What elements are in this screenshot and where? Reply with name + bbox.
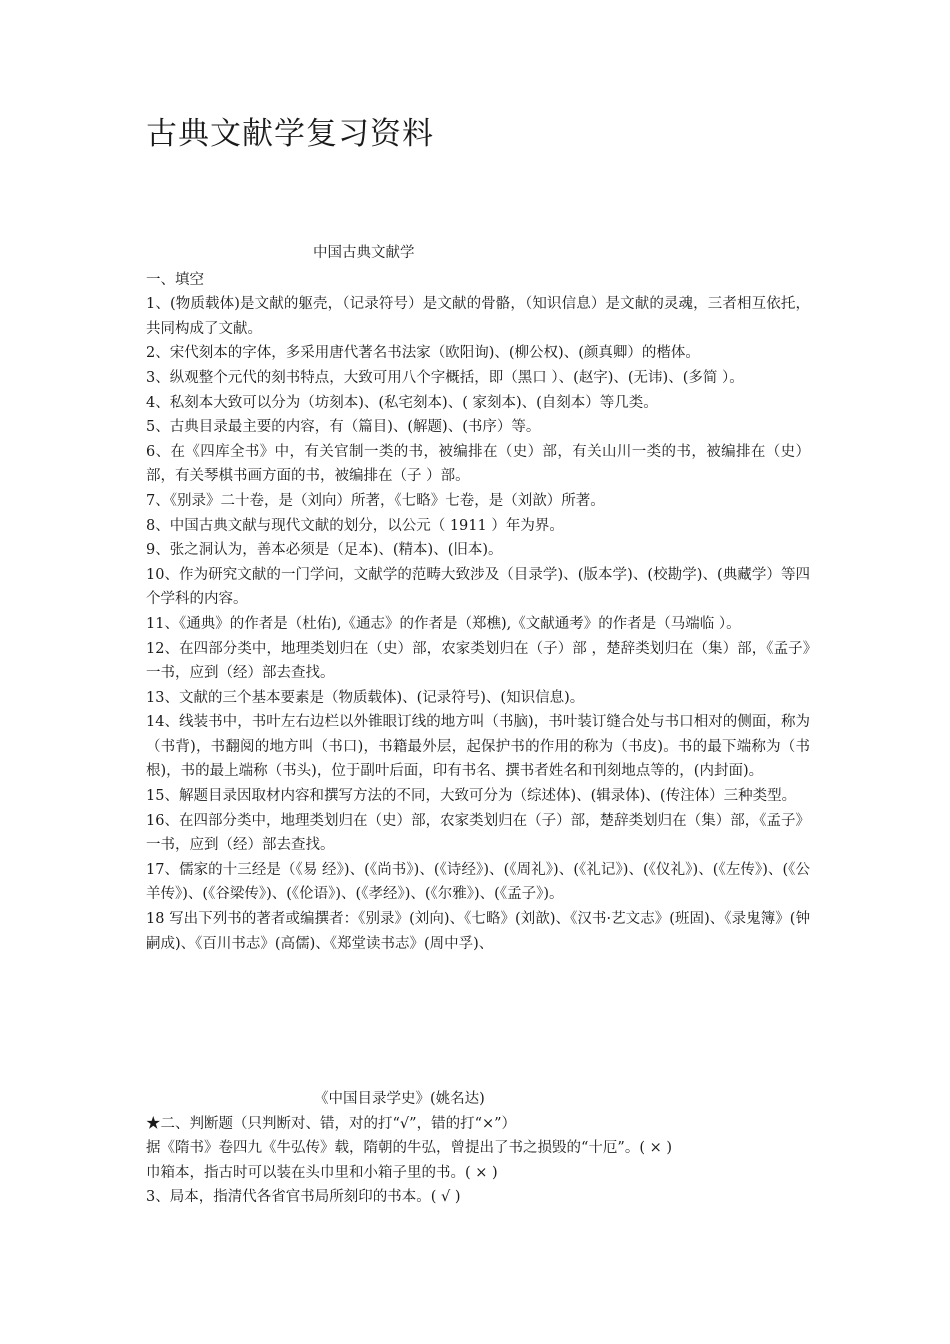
section-subheading: ★二、判断题（只判断对、错，对的打“√”，错的打“×”） — [146, 1115, 517, 1132]
list-item: 15、解题目录因取材内容和撰写方法的不同，大致可分为（综述体)、(辑录体)、(传注体）三种类型。 — [146, 788, 797, 805]
list-item: 10、作为研究文献的一门学问，文献学的范畴大致涉及（目录学)、(版本学)、(校勘学)、(典藏学）等四个学科的内容。 — [146, 566, 810, 608]
document-title: 古典文献学复习资料 — [146, 116, 434, 152]
list-item: 18 写出下列书的著者或编撰者：《别录》(刘向)、《七略》(刘歆)、《汉书·艺文志》(班固)、《录鬼簿》(钟嗣成)、《百川书志》(高儒)、《郑堂读书志》(周中孚)、 — [146, 911, 810, 952]
list-item: 巾箱本，指古时可以装在头巾里和小箱子里的书。( × ) — [146, 1164, 498, 1181]
list-item: 3、局本，指清代各省官书局所刻印的书本。( √ ) — [146, 1189, 461, 1206]
list-item: 16、在四部分类中，地理类划归在（史）部，农家类划归在（子）部，楚辞类划归在（集）部，《孟子》一书，应到（经）部去查找。 — [146, 812, 810, 854]
list-item: 17、儒家的十三经是（《易 经》)、(《尚书》)、(《诗经》)、(《周礼》)、(《礼记》)、(《仪礼》)、(《左传》)、(《公羊传》)、(《谷梁传》)、(《伦语》)、(《孝经》)、(《尔雅》)、(《孟子》)。 — [146, 861, 810, 903]
list-item: 12、在四部分类中，地理类划归在（史）部，农家类划归在（子）部 ，楚辞类划归在（集）部，《孟子》一书，应到（经）部去查找。 — [146, 640, 810, 682]
list-item: 5、古典目录最主要的内容，有（篇目)、(解题)、(书序）等。 — [146, 419, 541, 436]
list-item: 据《隋书》卷四九《牛弘传》载，隋朝的牛弘，曾提出了书之损毁的“十厄”。( × ) — [146, 1140, 673, 1157]
list-item: 6、在《四库全书》中，有关官制一类的书，被编排在（史）部，有关山川一类的书，被编排在（史）部，有关琴棋书画方面的书，被编排在（子 ）部。 — [146, 443, 810, 485]
list-item: 9、张之洞认为，善本必须是（足本)、(精本)、(旧本)。 — [146, 542, 503, 559]
list-item: 4、私刻本大致可以分为（坊刻本)、(私宅刻本)、( 家刻本)、(自刻本）等几类。 — [146, 394, 658, 411]
list-item: 8、中国古典文献与现代文献的划分，以公元（ 1911 ）年为界。 — [146, 517, 564, 534]
list-item: 7、《别录》二十卷，是（刘向）所著，《七略》七卷，是（刘歆）所著。 — [146, 492, 605, 509]
section-subheading: 一、填空 — [146, 271, 204, 288]
list-item: 2、宋代刻本的字体，多采用唐代著名书法家（欧阳询)、(柳公权)、(颜真卿）的楷体。 — [146, 345, 700, 362]
section-true-false — [146, 1087, 810, 1210]
section-fill-in-blanks — [146, 241, 810, 956]
list-item: 11、《通典》的作者是（杜佑),《通志》的作者是（郑樵),《文献通考》的作者是（马端临 ）。 — [146, 615, 741, 632]
list-item: 14、线装书中，书叶左右边栏以外锥眼订线的地方叫（书脑)，书叶装订缝合处与书口相对的侧面，称为（书背)，书翻阅的地方叫（书口)，书籍最外层，起保护书的作用的称为（书皮)。书的最下端称为（书根)，书的最上端称（书头)，位于副叶后面，印有书名、撰书者姓名和刊刻地点等的，(内封面)。 — [146, 714, 810, 780]
list-item: 3、纵观整个元代的刻书特点，大致可用八个字概括，即（黑口 ）、(赵字)、(无讳)、(多简 ）。 — [146, 369, 744, 386]
list-item: 1、(物质载体)是文献的躯壳，（记录符号）是文献的骨骼，（知识信息）是文献的灵魂，三者相互依托，共同构成了文献。 — [146, 296, 810, 337]
section-heading: 《中国目录学史》(姚名达) — [314, 1091, 485, 1107]
list-item: 13、文献的三个基本要素是（物质载体)、(记录符号)、(知识信息)。 — [146, 689, 585, 706]
section-heading: 中国古典文献学 — [313, 245, 415, 261]
